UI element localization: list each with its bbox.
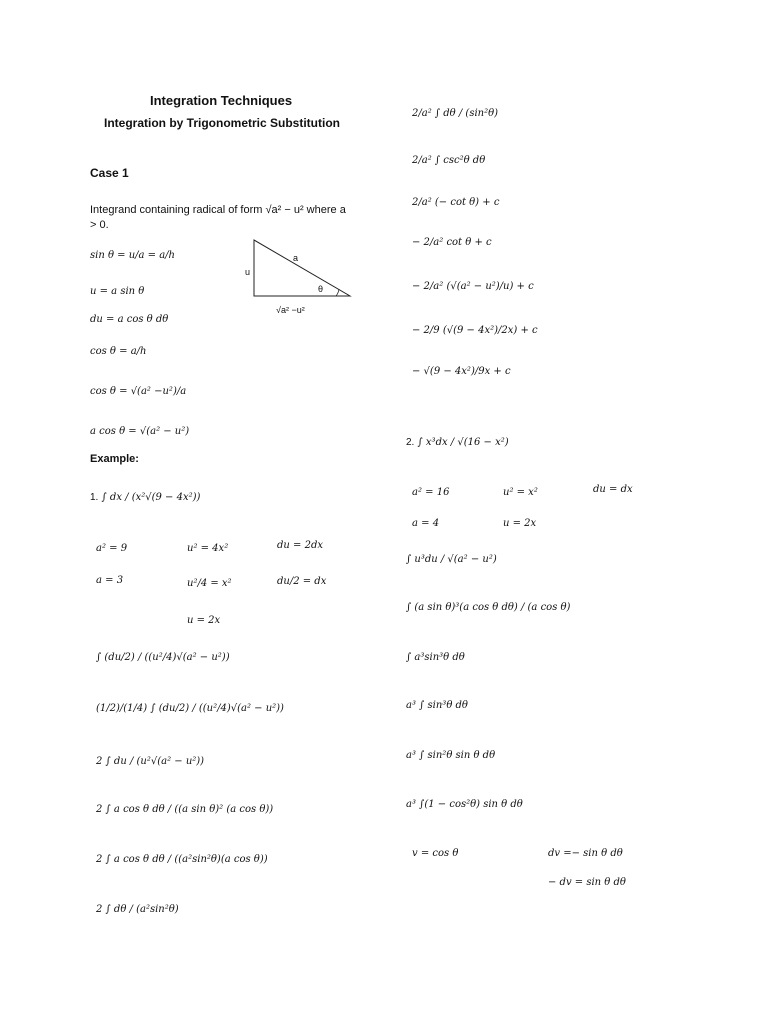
- ex1-u: u = 2x: [187, 615, 221, 626]
- right-step-5: − 2/a² (√(a² − u²)/u) + c: [412, 281, 534, 292]
- ex2-u: u = 2x: [503, 518, 537, 529]
- ex1-u2-4: u²/4 = x²: [187, 578, 232, 589]
- ex2-step-1: ∫ u³du / √(a² − u²): [406, 554, 497, 565]
- intro-text-line-1: Integrand containing radical of form √a² − u² where a: [90, 204, 346, 216]
- triangle-angle-label: θ: [318, 284, 324, 294]
- ex1-a2: a² = 9: [96, 543, 128, 554]
- right-step-7: − √(9 − 4x²)/9x + c: [412, 366, 511, 377]
- ex2-neg-dv-line: − dv = sin θ dθ: [548, 877, 626, 888]
- ex2-du: du = dx: [593, 484, 633, 495]
- right-step-6: − 2/9 (√(9 − 4x²)/2x) + c: [412, 325, 538, 336]
- ex1-step-3: 2 ∫ du / (u²√(a² − u²)): [96, 756, 205, 767]
- triangle-hypotenuse-label: a: [293, 253, 299, 263]
- ex2-v-line: v = cos θ: [412, 848, 459, 859]
- triangle-adjacent-label: √a² −u²: [276, 305, 305, 315]
- example-2-expression: ∫ x³dx / √(16 − x²): [417, 437, 509, 448]
- a-cos-theta: a cos θ = √(a² − u²): [90, 426, 190, 437]
- example-1-number: 1.: [90, 492, 99, 503]
- ex1-step-1: ∫ (du/2) / ((u²/4)√(a² − u²)): [96, 652, 230, 663]
- triangle-opposite-label: u: [245, 267, 251, 277]
- ex2-a2: a² = 16: [412, 487, 450, 498]
- sin-theta-def: sin θ = u/a = a/h: [90, 250, 175, 261]
- right-step-4: − 2/a² cot θ + c: [412, 237, 492, 248]
- ex1-step-2: (1/2)/(1/4) ∫ (du/2) / ((u²/4)√(a² − u²)): [96, 703, 284, 714]
- cos-theta-def: cos θ = a/h: [90, 346, 147, 357]
- ex1-step-6: 2 ∫ dθ / (a²sin²θ): [96, 904, 179, 915]
- ex1-u2: u² = 4x²: [187, 543, 229, 554]
- right-step-1: 2/a² ∫ dθ / (sin²θ): [412, 108, 499, 119]
- ex1-step-4: 2 ∫ a cos θ dθ / ((a sin θ)² (a cos θ)): [96, 804, 274, 815]
- page-subtitle: Integration by Trigonometric Substitution: [104, 116, 340, 130]
- example-1-expression: ∫ dx / (x²√(9 − 4x²)): [101, 492, 201, 503]
- case-heading: Case 1: [90, 166, 129, 180]
- right-step-3: 2/a² (− cot θ) + c: [412, 197, 500, 208]
- ex1-step-5: 2 ∫ a cos θ dθ / ((a²sin²θ)(a cos θ)): [96, 854, 268, 865]
- intro-text: [90, 203, 360, 233]
- ex2-step-3: ∫ a³sin³θ dθ: [406, 652, 465, 663]
- ex2-step-4: a³ ∫ sin³θ dθ: [406, 700, 468, 711]
- ex2-step-6: a³ ∫(1 − cos²θ) sin θ dθ: [406, 799, 523, 810]
- example-2-integral: [406, 437, 509, 448]
- intro-text-line-2: > 0.: [90, 219, 109, 231]
- ex2-u2: u² = x²: [503, 487, 538, 498]
- ex2-dv-line: dv =− sin θ dθ: [548, 848, 623, 859]
- ex1-a: a = 3: [96, 575, 124, 586]
- du-def: du = a cos θ dθ: [90, 314, 169, 325]
- ex1-du: du = 2dx: [277, 540, 323, 551]
- example-heading: Example:: [90, 453, 139, 465]
- right-step-2: 2/a² ∫ csc²θ dθ: [412, 155, 486, 166]
- ex1-du2: du/2 = dx: [277, 576, 327, 587]
- cos-theta-radical: cos θ = √(a² −u²)/a: [90, 386, 187, 397]
- ex2-step-2: ∫ (a sin θ)³(a cos θ dθ) / (a cos θ): [406, 602, 571, 613]
- page-title: Integration Techniques: [150, 93, 293, 108]
- ex2-a: a = 4: [412, 518, 440, 529]
- example-1-integral: [90, 492, 200, 503]
- u-def: u = a sin θ: [90, 286, 145, 297]
- example-2-number: 2.: [406, 437, 415, 448]
- ex2-step-5: a³ ∫ sin²θ sin θ dθ: [406, 750, 496, 761]
